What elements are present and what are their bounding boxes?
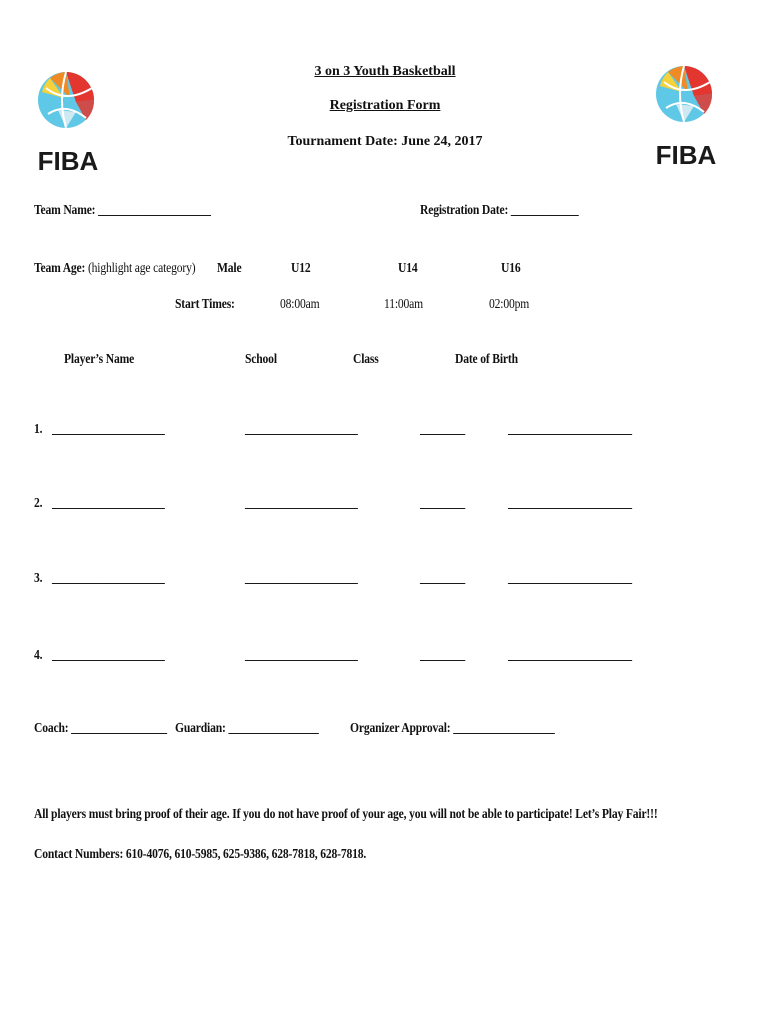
guardian-row [175,720,319,736]
guardian-label: Guardian: [175,720,226,735]
school-field[interactable]: ____________________ [245,495,358,510]
player-name-field[interactable]: ____________________ [52,421,165,436]
fiba-logo-text: FIBA [37,146,99,176]
contact-numbers: Contact Numbers: 610-4076, 610-5985, 625-9386, 628-7818, 628-7818. [34,846,367,861]
form-subtitle: Registration Form [329,98,441,113]
tournament-date: Tournament Date: June 24, 2017 [287,134,483,149]
age-category-u12[interactable]: U12 [291,260,311,275]
start-time-u12: 08:00am [280,296,320,311]
header-class: Class [353,351,379,366]
organizer-label: Organizer Approval: [350,720,451,735]
team-age-row [34,260,195,276]
row-number: 3. [34,570,43,585]
guardian-field[interactable]: ________________ [228,720,319,735]
registration-date-field[interactable]: ____________ [510,202,579,217]
start-time-u16: 02:00pm [489,296,530,311]
row-number: 1. [34,421,43,436]
age-category-u14[interactable]: U14 [398,260,418,275]
team-age-hint: (highlight age category) [87,260,196,275]
class-field[interactable]: ________ [420,647,466,662]
date-of-birth-field[interactable]: ______________________ [508,570,632,585]
row-number: 4. [34,647,43,662]
date-of-birth-field[interactable]: ______________________ [508,421,632,436]
start-times-label: Start Times: [175,296,235,311]
class-field[interactable]: ________ [420,421,466,436]
header-school: School [245,351,277,366]
form-title: 3 on 3 Youth Basketball [314,64,456,79]
team-age-label: Team Age: [34,260,86,275]
school-field[interactable]: ____________________ [245,570,358,585]
proof-of-age-notice: All players must bring proof of their age. If you do not have proof of your age, you will not be able to participate! Let’s Play Fair!!! [34,806,658,821]
player-name-field[interactable]: ____________________ [52,495,165,510]
header-player-name: Player’s Name [64,351,135,366]
team-name-row [34,202,211,218]
organizer-field[interactable]: __________________ [453,720,555,735]
player-name-field[interactable]: ____________________ [52,647,165,662]
organizer-row [350,720,555,736]
school-field[interactable]: ____________________ [245,421,358,436]
date-of-birth-field[interactable]: ______________________ [508,495,632,510]
age-category-u16[interactable]: U16 [501,260,521,275]
coach-field[interactable]: _________________ [71,720,167,735]
registration-date-label: Registration Date: [420,202,509,217]
start-time-u14: 11:00am [384,296,423,311]
registration-date-row [420,202,578,218]
row-number: 2. [34,495,43,510]
school-field[interactable]: ____________________ [245,647,358,662]
player-name-field[interactable]: ____________________ [52,570,165,585]
header-date-of-birth: Date of Birth [455,351,518,366]
coach-label: Coach: [34,720,69,735]
coach-row [34,720,167,736]
date-of-birth-field[interactable]: ______________________ [508,647,632,662]
class-field[interactable]: ________ [420,570,466,585]
gender-label: Male [217,260,242,275]
fiba-logo-text: FIBA [655,140,717,170]
team-name-label: Team Name: [34,202,96,217]
team-name-field[interactable]: ____________________ [98,202,211,217]
class-field[interactable]: ________ [420,495,466,510]
